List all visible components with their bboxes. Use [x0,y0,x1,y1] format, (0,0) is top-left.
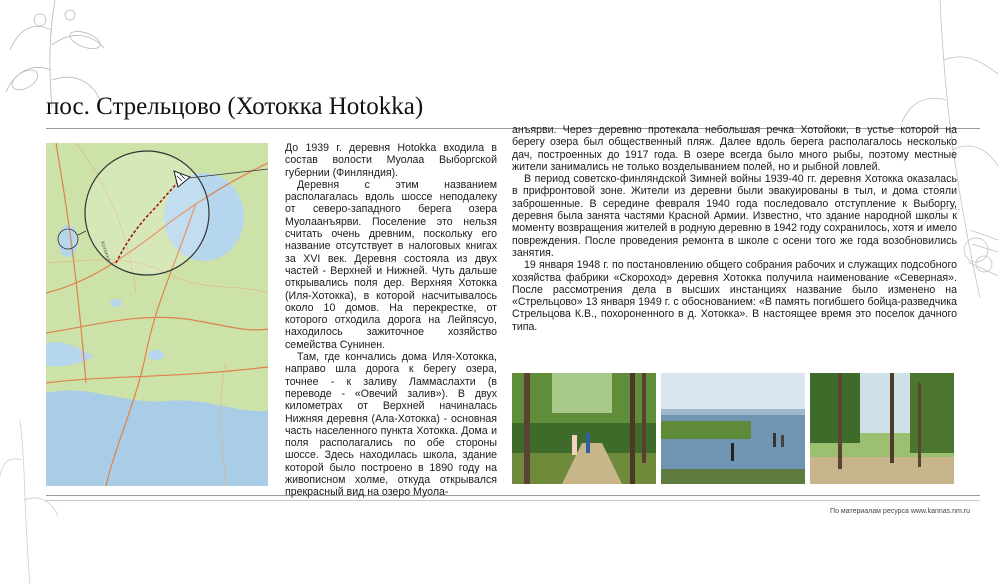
article-column-1 [285,142,497,499]
pine-beach-photo-icon [810,373,954,484]
paragraph: Деревня с этим названием располагалась вдоль шоссе неподалеку от северо-западного берега озера Муолаанъярви. Поселение это нельзя считать очень древним, поскольку его название отсутствует в налоговых книгах за XVI век. Деревня состояла из двух частей - Верхней и Нижней. Чуть дальше открывались поля дер. Верхняя Хотокка (Иля-Хотокка), в которой насчитывалось около 10 домов. На перекрестке, от которого отходила дорога на Лейпясуо, находилось зажиточное хозяйство семейства Сунинен. [285,178,497,351]
bottom-divider-thin [46,500,980,501]
bottom-divider [46,495,980,496]
page-title: пос. Стрельцово (Хотокка Hotokka) [46,93,424,120]
area-map [46,143,268,486]
paragraph: анъярви. Через деревню протекала небольшая речка Хотойоки, в устье которой на берегу озера был общественный пляж. Далее вдоль берега располагалось несколько дач, построенных до 1917 года. В озере всегда было много рыбы, поэтому местные жители занимались не только возделыванием полей, но и рыбной ловлей. [512,124,957,173]
photo-lake-shore [661,373,805,484]
paragraph: 19 января 1948 г. по постановлению общего собрания рабочих и служащих подсобного хозяйства фабрики «Скороход» деревня Хотокка получила наименование «Северная». После рассмотрения дела в высших инстанциях название было изменено на «Стрельцово» 13 января 1949 г. с обоснованием: «В память погибшего бойца-разведчика Стрельцова К.В., похороненного в д. Хотокка». В настоящее время это поселок дачного типа. [512,259,957,333]
article-column-2 [512,124,957,333]
map-place-label: Хотокка [98,240,112,263]
photo-forest-path [512,373,656,484]
paragraph: Там, где кончались дома Иля-Хотокка, направо шла дорога к берегу озера, точнее - к заливу Ламмаслахти (в переводе - «Овечий залив»). В двух километрах от Верхней начиналась Нижняя деревня (Ала-Хотокка) - основная часть населенного пункта Хотокка. Дома и поля располагались по обе стороны шоссе. Здесь находилась школа, здание которой было построено в 1890 году на живописном холме, откуда открывался прекрасный вид на озеро Муола- [285,351,497,499]
paragraph: До 1939 г. деревня Hotokka входила в состав волости Муолаа Выборгской губернии (Финляндия). [285,142,497,179]
lake-shore-photo-icon [661,373,805,484]
paragraph: В период советско-финляндской Зимней войны 1939-40 гг. деревня Хотокка оказалась в прифронтовой зоне. Жители из деревни были эвакуированы в тыл, и дома стояли заброшенные. В середине февраля 1940 года последовало отступление к Выборгу, деревня была занята частями Красной Армии. Известно, что здание народной школы к моменту возвращения жителей в родную деревню в 1942 году сохранилось, хотя и имело повреждения. После проведения ремонта в школе с осени того же года возобновились занятия. [512,173,957,259]
map-illustration-icon [46,143,268,486]
photo-pine-beach [810,373,954,484]
source-credit: По материалам ресурса www.kannas.nm.ru [830,508,970,515]
forest-path-photo-icon [512,373,656,484]
